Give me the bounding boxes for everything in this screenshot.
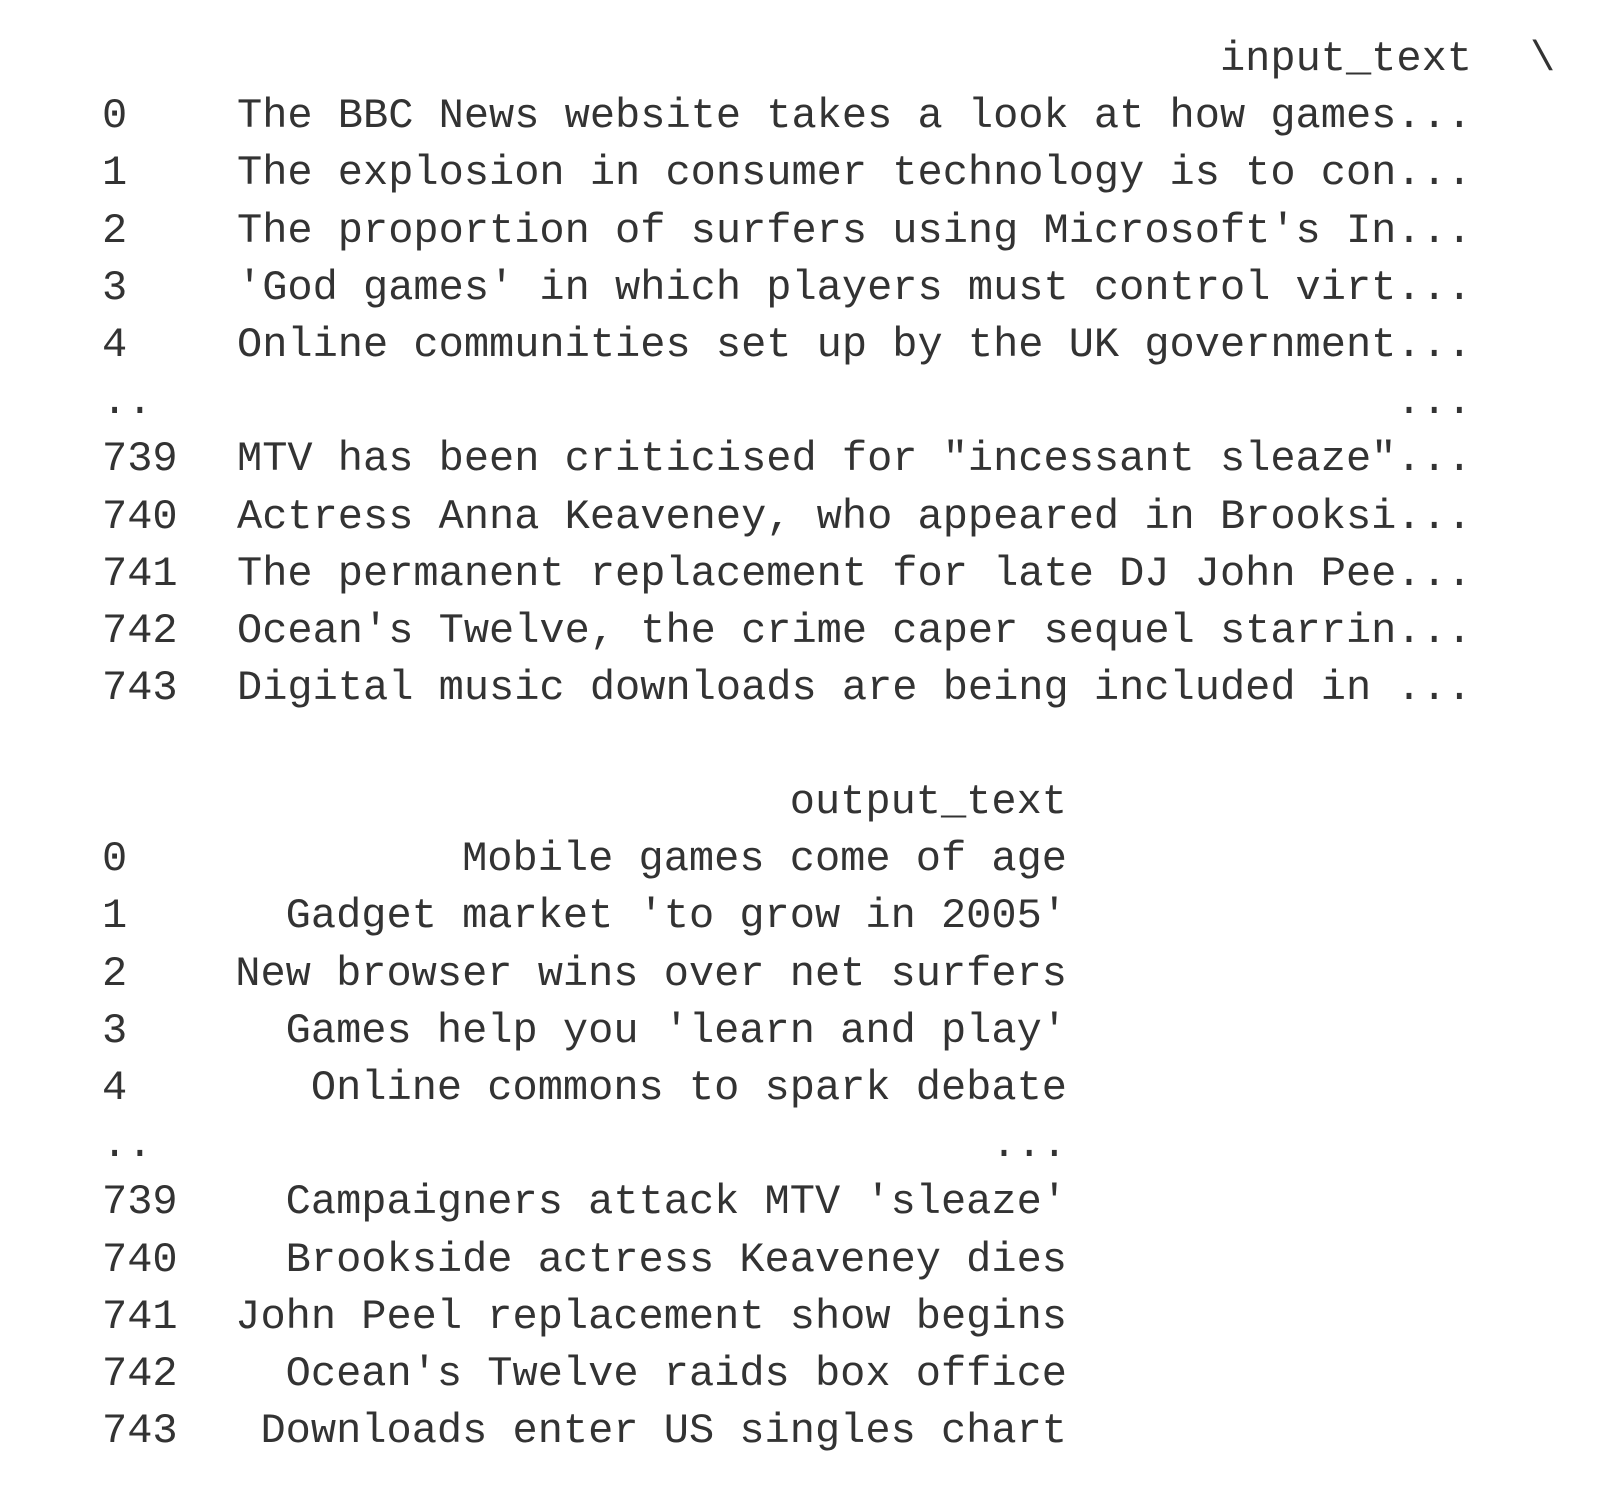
cell-value: The permanent replacement for late DJ John Pee...	[236, 549, 1472, 598]
row-index: 4	[102, 320, 128, 369]
column-header: input_text	[1219, 35, 1472, 83]
row-index: 739	[102, 1178, 178, 1227]
table-row	[102, 603, 1472, 660]
row-index: 2	[102, 949, 128, 998]
table-row	[102, 1003, 1067, 1060]
column-header: output_text	[789, 778, 1067, 826]
row-index: 3	[102, 1006, 128, 1055]
row-index: 0	[102, 92, 128, 141]
row-index: 741	[102, 549, 178, 598]
table-row	[102, 1060, 1067, 1117]
table-row	[102, 317, 1472, 374]
line-continuation-marker: \	[1530, 35, 1556, 83]
cell-value: 'God games' in which players must control virt...	[236, 263, 1472, 312]
row-index: 743	[102, 1407, 178, 1456]
cell-value: Digital music downloads are being included in ...	[236, 664, 1472, 713]
row-index: 740	[102, 1235, 178, 1284]
cell-value: MTV has been criticised for "incessant sleaze"...	[236, 435, 1472, 484]
cell-value: Downloads enter US singles chart	[260, 1407, 1067, 1456]
row-index: 3	[102, 263, 128, 312]
table-row	[102, 660, 1472, 717]
table-row	[102, 1403, 1067, 1460]
table-row	[102, 431, 1472, 488]
table-row	[102, 1346, 1067, 1403]
row-index: 742	[102, 1349, 178, 1398]
row-index: 739	[102, 435, 178, 484]
cell-value: Online commons to spark debate	[310, 1063, 1067, 1112]
row-index: 742	[102, 606, 178, 655]
table-row	[102, 88, 1472, 145]
cell-value: John Peel replacement show begins	[235, 1292, 1067, 1341]
row-index: 4	[102, 1063, 128, 1112]
column-header-row	[102, 31, 1472, 88]
dataframe-block-input-text	[102, 31, 1472, 717]
cell-value: Online communities set up by the UK government...	[236, 320, 1472, 369]
table-row	[102, 260, 1472, 317]
cell-value: The explosion in consumer technology is to con...	[236, 149, 1472, 198]
column-header-row	[102, 774, 1067, 831]
cell-value: ...	[1396, 378, 1472, 427]
row-index: 741	[102, 1292, 178, 1341]
cell-value: New browser wins over net surfers	[235, 949, 1067, 998]
row-index: 2	[102, 206, 128, 255]
table-row	[102, 1174, 1067, 1231]
cell-value: Games help you 'learn and play'	[285, 1006, 1067, 1055]
table-row	[102, 489, 1472, 546]
cell-value: Campaigners attack MTV 'sleaze'	[285, 1178, 1067, 1227]
row-index: 743	[102, 664, 178, 713]
cell-value: Ocean's Twelve, the crime caper sequel starrin...	[236, 606, 1472, 655]
table-row	[102, 1289, 1067, 1346]
row-index: 0	[102, 835, 128, 884]
table-row	[102, 888, 1067, 945]
cell-value: The proportion of surfers using Microsoft's In...	[236, 206, 1472, 255]
cell-value: ...	[991, 1121, 1067, 1170]
index-header	[102, 774, 230, 831]
table-row	[102, 145, 1472, 202]
table-row	[102, 831, 1067, 888]
row-index: ..	[102, 1121, 153, 1170]
row-index: 1	[102, 149, 128, 198]
dataframe-block-output-text	[102, 774, 1067, 1460]
table-row	[102, 546, 1472, 603]
cell-value: Brookside actress Keaveney dies	[285, 1235, 1067, 1284]
cell-value: Actress Anna Keaveney, who appeared in Brooksi...	[236, 492, 1472, 541]
table-row	[102, 374, 1472, 431]
row-index: 740	[102, 492, 178, 541]
cell-value: Mobile games come of age	[462, 835, 1067, 884]
table-row	[102, 946, 1067, 1003]
table-row	[102, 1117, 1067, 1174]
index-header	[102, 31, 230, 88]
row-index: 1	[102, 892, 128, 941]
row-index: ..	[102, 378, 153, 427]
cell-value: The BBC News website takes a look at how games...	[236, 92, 1472, 141]
cell-value: Ocean's Twelve raids box office	[285, 1349, 1067, 1398]
table-row	[102, 1232, 1067, 1289]
table-row	[102, 203, 1472, 260]
cell-value: Gadget market 'to grow in 2005'	[285, 892, 1067, 941]
